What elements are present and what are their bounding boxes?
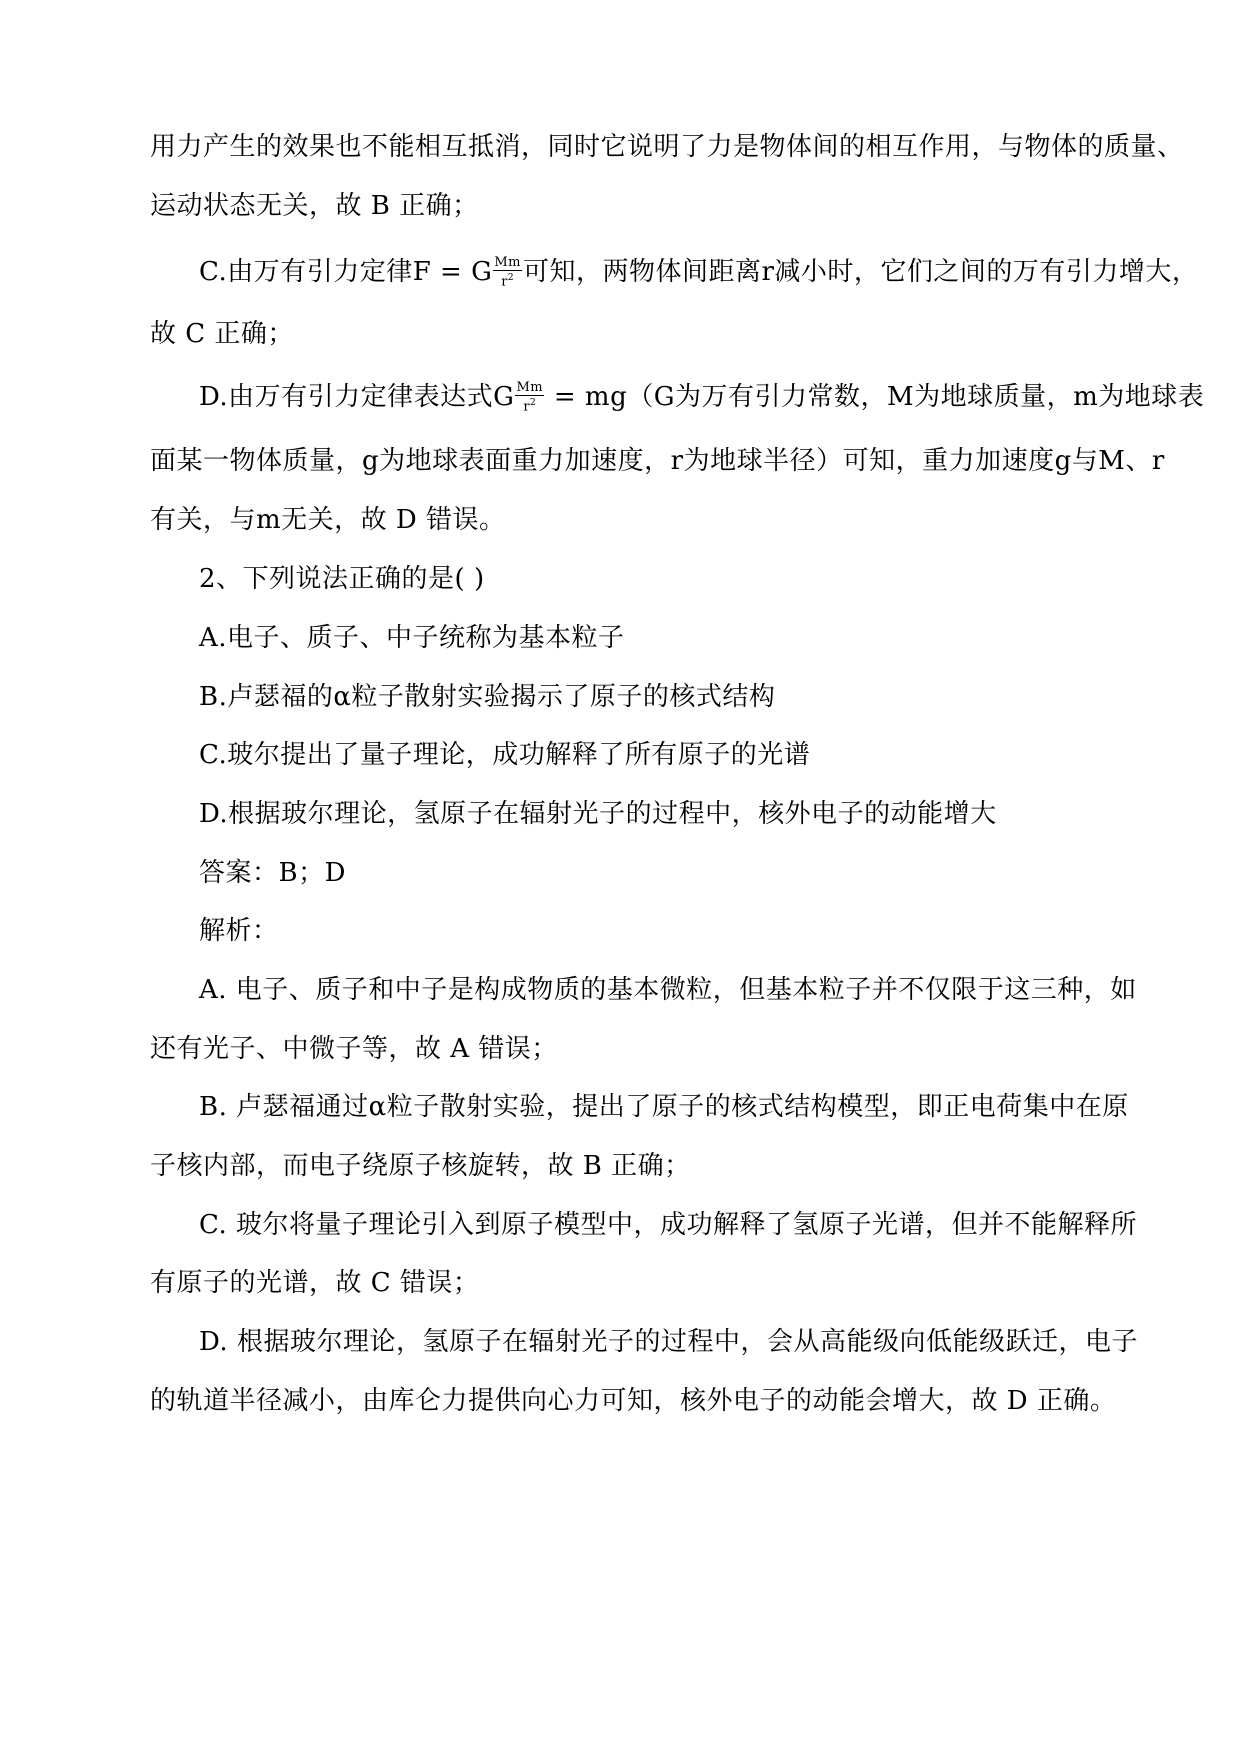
paragraph-line: 用力产生的效果也不能相互抵消，同时它说明了力是物体间的相互作用，与物体的质量、 <box>150 132 1184 162</box>
analysis-heading: 解析： <box>199 916 279 946</box>
analysis-c-line: 有原子的光谱，故 C 错误； <box>150 1268 480 1298</box>
formula-text-after: = mg（G为万有引力常数，M为地球质量，m为地球表 <box>545 382 1205 412</box>
answer-line: 答案：B；D <box>199 858 346 888</box>
fraction <box>493 256 522 289</box>
formula-text-after: 可知，两物体间距离r减小时，它们之间的万有引力增大， <box>523 257 1199 287</box>
analysis-c-line: C. 玻尔将量子理论引入到原子模型中，成功解释了氢原子光谱，但并不能解释所 <box>199 1210 1137 1240</box>
option-b: B.卢瑟福的α粒子散射实验揭示了原子的核式结构 <box>199 682 776 712</box>
paragraph-line: 面某一物体质量，g为地球表面重力加速度，r为地球半径）可知，重力加速度g与M、r <box>150 446 1165 476</box>
analysis-b-line: 子核内部，而电子绕原子核旋转，故 B 正确； <box>150 1151 691 1181</box>
paragraph-line: 有关，与m无关，故 D 错误。 <box>150 505 506 535</box>
fraction <box>515 381 544 414</box>
paragraph-line: 故 C 正确； <box>150 319 294 349</box>
denominator-exponent: 2 <box>530 398 537 409</box>
option-a: A.电子、质子、中子统称为基本粒子 <box>199 623 625 653</box>
formula-line-d <box>199 379 1205 415</box>
analysis-d-line: D. 根据玻尔理论，氢原子在辐射光子的过程中，会从高能级向低能级跃迁，电子 <box>199 1327 1138 1357</box>
paragraph-line: 运动状态无关，故 B 正确； <box>150 191 479 221</box>
option-c: C.玻尔提出了量子理论，成功解释了所有原子的光谱 <box>199 740 811 770</box>
fraction-denominator <box>515 396 544 414</box>
fraction-numerator: Mm <box>494 255 521 271</box>
fraction-denominator <box>493 271 522 289</box>
formula-lhs: F = G <box>412 257 493 287</box>
formula-text-before: D.由万有引力定律表达式G <box>199 382 515 412</box>
option-d: D.根据玻尔理论，氢原子在辐射光子的过程中，核外电子的动能增大 <box>199 799 997 829</box>
question-title: 2、下列说法正确的是( ) <box>199 564 485 594</box>
analysis-b-line: B. 卢瑟福通过α粒子散射实验，提出了原子的核式结构模型，即正电荷集中在原 <box>199 1092 1129 1122</box>
denominator-base: r <box>523 399 531 415</box>
denominator-exponent: 2 <box>507 273 515 284</box>
denominator-base: r <box>501 274 508 290</box>
fraction-numerator: Mm <box>516 380 544 396</box>
analysis-d-line: 的轨道半径减小，由库仑力提供向心力可知，核外电子的动能会增大，故 D 正确。 <box>150 1386 1117 1416</box>
analysis-a-line: A. 电子、质子和中子是构成物质的基本微粒，但基本粒子并不仅限于这三种，如 <box>199 975 1137 1005</box>
formula-line-c <box>199 254 1199 290</box>
formula-text-before: C.由万有引力定律 <box>199 257 413 287</box>
analysis-a-line: 还有光子、中微子等，故 A 错误； <box>150 1034 558 1064</box>
